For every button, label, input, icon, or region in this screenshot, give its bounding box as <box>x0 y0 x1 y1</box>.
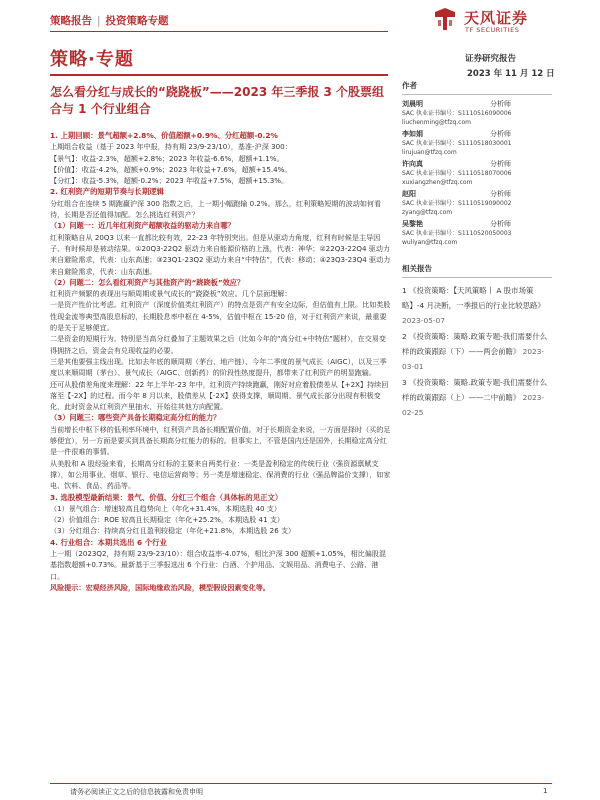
related-report-link[interactable] <box>402 329 552 374</box>
analyst-role: 分析师 <box>490 220 511 228</box>
section-2-title: 2. 红利资产的短期节奏与长期逻辑 <box>50 187 164 197</box>
logo-text-en: TF SECURITIES <box>465 26 520 34</box>
section-2-text: 分红组合在连续 5 期跑赢沪深 300 指数之后，上一期小幅跑输 0.2%。那么，红利策略短期的波动如何看待，长期是否还值得加配。怎么挑选红利资产？ <box>50 198 382 220</box>
question-2-text: 三是其他要强主线出现。比如去年底的顺周期（茅台、地产链）、今年二季度的景气成长（AIGC），以及三季度以来顺周期（茅台）、景气成长（AIGC、创新药）的阶段性热度提升，都带来了红利资产的明显跑输。 <box>50 356 387 378</box>
question-2-text: 二是资金的短期行为。特别是当高分红叠加了主题效果之后（比如今年的“高分红+中特估”题材），在交易变得拥挤之后，资金会有兑现收益的必要。 <box>50 334 387 355</box>
section-1-text: 上期组合收益（基于 2023 年中报，持有期 23/9-23/10），基准-沪深 300： <box>50 142 292 152</box>
related-report-title[interactable]: 2 《投资策略：策略.政策专题-我们需要什么样的政策跟踪（下）——两会前瞻》 <box>402 332 548 356</box>
analyst-email[interactable]: liuchenming@tfzq.com <box>402 119 471 126</box>
related-report-link[interactable] <box>402 283 552 328</box>
tf-logo-icon <box>432 6 458 32</box>
analyst-email[interactable]: wuliyan@tfzq.com <box>402 239 458 246</box>
sidebar <box>402 80 552 421</box>
analyst-license: SAC 执业证书编号：S1110518030001 <box>402 140 512 147</box>
question-1-title: （1）问题一：近几年红利资产超额收益的驱动力来自哪？ <box>50 221 235 231</box>
related-report-date: 2023-05-07 <box>402 316 445 325</box>
analyst-license: SAC 执业证书编号：S1110519090002 <box>402 200 512 207</box>
section-3-item: （2）价值组合：ROE 较高且长期稳定（年化+25.2%，本期选股 41 支） <box>50 515 285 525</box>
related-report-date: 2023-03-01 <box>402 347 545 371</box>
analyst-role: 分析师 <box>490 130 511 138</box>
analyst-entry <box>402 130 552 157</box>
section-3-item: （1）景气组合：增速较高且趋势向上（年化+31.4%，本期选股 40 支） <box>50 503 281 513</box>
analyst-name: 李如娟 <box>402 130 423 138</box>
question-1-text: 红利策略自从 20Q3 以来一直都比较有效，22-23 年特别突出。但是从驱动力角度，红利有时候是主导因子、有时候却是被动结果。①20Q3-22Q2 驱动力来自能源价格的上涨，代表：神华；②22Q3-22Q4 驱动力来自避险需求，代表：山东高速；③23Q1-23Q2 驱动力来自“中特估”，代表：移动；④23Q3-23Q4 驱动力来自避险需求，代表：山东高速。 <box>50 232 391 276</box>
report-series-title: 策略·专题 <box>50 49 134 70</box>
analyst-email[interactable]: lirujuan@tfzq.com <box>402 149 457 156</box>
question-2-title: （2）问题二：怎么看红利资产与其他资产的“跷跷板”效应？ <box>50 277 245 287</box>
analyst-role: 分析师 <box>490 160 511 168</box>
question-2-text: 一是资产性价比考虑。红利资产（深度价值类红利资产）的特点是资产有安全边际，但估值有上限。比如类股性现金流等典型高股息标的，长期股息率中枢在 4-5%，估值中枢在 15-20 倍，对于红利资产来说，最重要的是关于足够便宜。 <box>50 300 391 333</box>
logo-text-cn: 天风证券 <box>464 9 529 27</box>
header-separator: | <box>97 15 101 27</box>
analyst-role: 分析师 <box>490 100 511 108</box>
question-3-text: 当前增长中枢下移的低利率环境中，红利资产具备长期配置价值。对于长期资金来说，一方面是择时（买的足够便宜），另一方面是要买到具备长期高分红能力的标的。但事实上，不管是国内还是国外，长期稳定高分红是一件很难的事情。 <box>50 424 391 457</box>
analyst-license: SAC 执业证书编号：S1110516090006 <box>402 110 512 117</box>
section-3-title: 3. 选股模型最新结果：景气、价值、分红三个组合（具体标的见正文） <box>50 492 283 502</box>
section-1-item: 【分红】：收益-5.3%，超额-0.2%；2023 年收益+7.5%，超额+15.3%。 <box>50 176 289 186</box>
authors-label: 作者 <box>402 80 552 95</box>
analyst-email[interactable]: xuxiangzhen@tfzq.com <box>402 179 473 186</box>
section-1-item: 【价值】：收益-4.2%，超额+0.9%；2023 年收益+7.6%，超额+15.4%。 <box>50 164 292 174</box>
question-2-text: 还可从股债差角度来理解：22 年上半年-23 年中，红利资产持续跑赢，刚好对应着股债差从【+2X】持续回落至【-2X】的过程。而今年 8 月以来，股债差从【-2X】获得支撑，顺周期、景气成长部分出现有积极变化，此时资金从红利资产里抽水，开始往其他方向配置。 <box>50 379 389 412</box>
related-report-title[interactable]: 3 《投资策略：策略.政策专题-我们需要什么样的政策跟踪（上）——二中前瞻》 <box>402 378 548 402</box>
section-1-item: 【景气】：收益-2.3%，超额+2.8%；2023 年收益-6.6%，超额+1.1%。 <box>50 153 284 163</box>
question-2-text: 红利资产频繁的表现出与顺周期或景气成长的“跷跷板”效应。几个层面理解： <box>50 289 292 299</box>
header-category: 策略报告 <box>50 15 92 27</box>
related-report-title[interactable]: 1 《投资策略：【天风策略丨 A 股市场策略】-4 月决断，一季报后的行业比较思路》 <box>402 286 545 310</box>
analyst-entry <box>402 190 552 217</box>
question-3-text: 从美股和 A 股经验来看，长期高分红标的主要来自两类行业：一类是盈利稳定的传统行业（强资源禀赋支撑），如公用事业、烟草、银行、电信运营商等；另一类是增速稳定、保消费的行业（强品牌溢价支撑），如家电、饮料、食品、药品等。 <box>50 458 391 491</box>
header-rule <box>50 31 388 32</box>
analyst-entry <box>402 100 552 127</box>
section-3-item: （3）分红组合：持续高分红且盈利较稳定（年化+21.8%，本期选股 26 支） <box>50 526 296 536</box>
footer-disclaimer: 请务必阅读正文之后的信息披露和免责申明 <box>70 788 203 796</box>
related-report-link[interactable] <box>402 375 552 420</box>
page-number: 1 <box>543 787 548 795</box>
section-4-title: 4. 行业组合：本期共选出 6 个行业 <box>50 537 167 547</box>
title-rule <box>50 74 388 76</box>
analyst-email[interactable]: zyang@tfzq.com <box>402 209 453 216</box>
section-4-text: 上一期（2023Q2，持有期 23/9-23/10）：组合收益率-4.07%，相比沪深 300 超额+1.05%，相比偏股混基指数超额+0.73%。最新基于三季报选出 6 个行业：白酒、个护用品、文娱用品、消费电子、公路、港口。 <box>50 548 387 581</box>
brand-logo <box>432 5 552 37</box>
report-headline: 怎么看分红与成长的“跷跷板”——2023 年三季报 3 个股票组合与 1 个行业组合 <box>50 85 385 116</box>
analyst-license: SAC 执业证书编号：S1110518070006 <box>402 170 512 177</box>
analyst-role: 分析师 <box>490 190 511 198</box>
risk-notice: 风险提示：宏观经济风险，国际地缘政治风险，模型假设因素变化等。 <box>50 582 270 592</box>
analyst-entry <box>402 160 552 187</box>
report-date: 2023 年 11 月 12 日 <box>467 69 555 79</box>
analyst-name: 刘晨明 <box>402 100 423 108</box>
analyst-license: SAC 执业证书编号：S1110520050003 <box>402 230 512 237</box>
report-body <box>50 130 392 593</box>
analyst-name: 许向真 <box>402 160 423 168</box>
related-report-date: 2023-02-25 <box>402 393 545 417</box>
analyst-entry <box>402 220 552 247</box>
section-1-title: 1. 上期回顾：景气超额+2.8%、价值超额+0.9%、分红超额-0.2% <box>50 131 278 140</box>
footer-rule <box>50 783 552 784</box>
header-breadcrumb <box>50 13 169 28</box>
report-type: 证券研究报告 <box>465 54 517 64</box>
related-reports-label: 相关报告 <box>402 263 552 278</box>
header-subcategory: 投资策略专题 <box>105 15 169 27</box>
analyst-name: 吴黎艳 <box>402 220 423 228</box>
question-3-title: （3）问题三：哪些资产具备长期稳定高分红的能力？ <box>50 413 221 423</box>
analyst-name: 赵阳 <box>402 190 416 198</box>
